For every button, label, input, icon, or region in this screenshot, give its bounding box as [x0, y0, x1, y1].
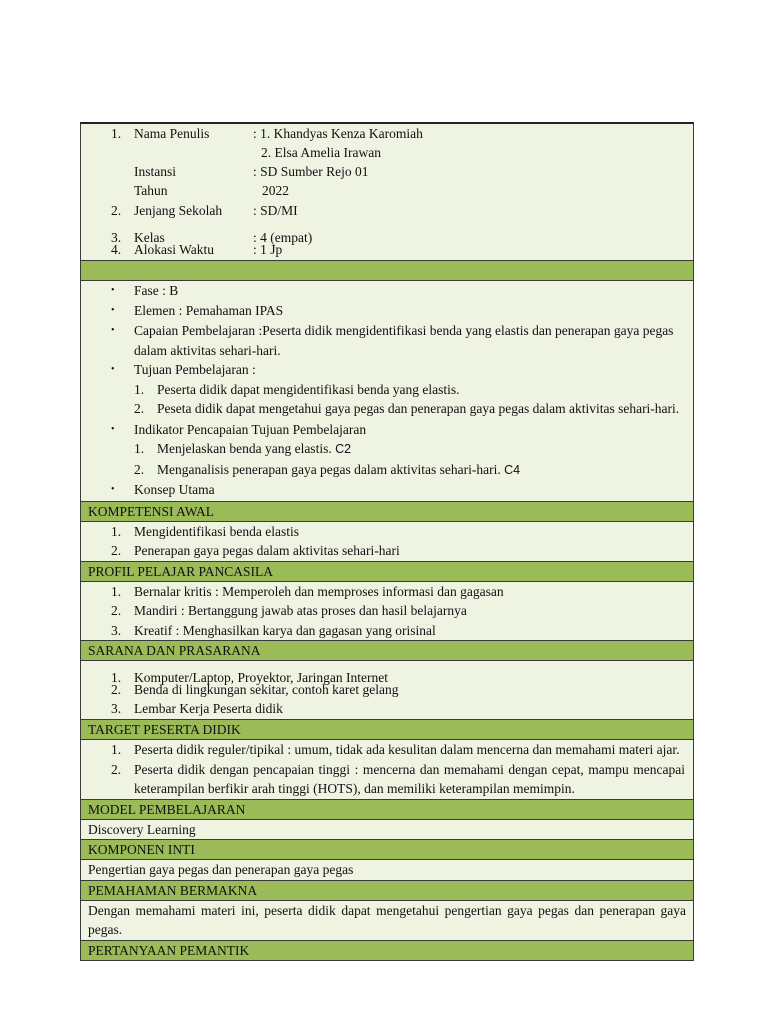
item-number: 1.: [134, 381, 145, 397]
item-number: 3.: [111, 622, 122, 638]
waktu-row: [81, 240, 693, 260]
indikator-item-text: Menganalisis penerapan gaya pegas dalam aktivitas sehari-hari.: [157, 461, 501, 477]
cognitive-level-code: C2: [335, 442, 352, 456]
item-number: 2.: [111, 761, 122, 777]
jenjang-value: : SD/MI: [253, 203, 298, 218]
jenjang-label: Jenjang Sekolah: [134, 203, 223, 218]
module-document: [80, 122, 694, 961]
indikator-row: [81, 420, 693, 440]
waktu-value: : 1 Jp: [253, 242, 283, 257]
item-text: Penerapan gaya pegas dalam aktivitas sehari-hari: [134, 543, 400, 558]
list-item: [81, 680, 693, 700]
list-item: [81, 760, 693, 799]
item-number: 1.: [134, 441, 145, 456]
bullet: •: [111, 285, 115, 296]
indikator-item: [81, 439, 693, 460]
penulis-row: [81, 124, 693, 144]
bullet: •: [111, 484, 115, 495]
indikator-item-text: Menjelaskan benda yang elastis.: [157, 441, 332, 456]
item-text: Kreatif : Menghasilkan karya dan gagasan yang orisinal: [134, 622, 436, 638]
fase-row: [81, 281, 693, 301]
profil-section: [81, 582, 693, 642]
list-item: [81, 541, 693, 561]
item-number: 4.: [111, 242, 122, 257]
sarana-section: [81, 661, 693, 720]
item-number: 1.: [111, 126, 122, 141]
tahun-label: Tahun: [134, 183, 168, 198]
jenjang-row: [81, 201, 693, 221]
penulis-value-1: : 1. Khandyas Kenza Karomiah: [253, 126, 423, 141]
indikator-text: Indikator Pencapaian Tujuan Pembelajaran: [134, 421, 367, 437]
list-item: [81, 582, 693, 602]
kompetensi-header: KOMPETENSI AWAL: [81, 502, 693, 522]
item-text: Lembar Kerja Peserta didik: [134, 701, 283, 716]
bullet: •: [111, 304, 115, 316]
bullet: •: [111, 364, 115, 375]
item-number: 1.: [111, 670, 122, 685]
item-number: 2.: [111, 682, 122, 697]
penulis-row-2: [81, 143, 693, 163]
kelas-label: Kelas: [134, 230, 165, 245]
item-number: 2.: [134, 461, 145, 477]
target-header: TARGET PESERTA DIDIK: [81, 720, 693, 740]
identity-section: [81, 124, 693, 261]
item-text: Benda di lingkungan sekitar, contoh karet gelang: [134, 682, 399, 697]
bullet: •: [111, 325, 115, 336]
sarana-header: SARANA DAN PRASARANA: [81, 641, 693, 661]
bullet: •: [111, 423, 115, 435]
capaian-text: Capaian Pembelajaran :Peserta didik mengidentifikasi benda yang elastis dan penerapan gaya pegas dalam aktivitas sehari-hari.: [134, 323, 674, 358]
item-number: 1.: [111, 523, 122, 539]
komponen-header: KOMPONEN INTI: [81, 840, 693, 860]
tahun-value: 2022: [262, 183, 289, 198]
tahun-row: [81, 181, 693, 201]
indikator-item: [81, 460, 693, 481]
item-number: 1.: [111, 742, 122, 757]
instansi-value: : SD Sumber Rejo 01: [253, 164, 369, 179]
model-text: Discovery Learning: [88, 821, 196, 837]
blank-header-bar: [81, 261, 693, 281]
instansi-label: Instansi: [134, 164, 176, 179]
profil-header: PROFIL PELAJAR PANCASILA: [81, 562, 693, 582]
model-section: [81, 820, 693, 841]
item-number: 2.: [111, 543, 122, 558]
pemahaman-text: Dengan memahami materi ini, peserta didik dapat mengetahui pengertian gaya pegas dan penerapan gaya pegas.: [88, 902, 686, 937]
komponen-text: Pengertian gaya pegas dan penerapan gaya pegas: [88, 862, 354, 877]
item-number: 3.: [111, 701, 122, 716]
tujuan-item-text: Peserta didik dapat mengidentifikasi benda yang elastis.: [157, 381, 460, 397]
item-text: Komputer/Laptop, Proyektor, Jaringan Internet: [134, 670, 389, 685]
penulis-label: Nama Penulis: [134, 126, 210, 141]
tujuan-text: Tujuan Pembelajaran :: [134, 362, 256, 377]
konsep-text: Konsep Utama: [134, 482, 215, 497]
item-number: 3.: [111, 230, 122, 245]
tujuan-item-text: Peseta didik dapat mengetahui gaya pegas dan penerapan gaya pegas dalam aktivitas sehari-hari.: [157, 401, 680, 416]
komponen-section: [81, 860, 693, 881]
fase-text: Fase : B: [134, 283, 179, 298]
konsep-row: [81, 480, 693, 500]
kompetensi-section: [81, 522, 693, 562]
list-item: [81, 740, 693, 760]
waktu-label: Alokasi Waktu: [134, 242, 215, 257]
tujuan-item: [81, 399, 693, 419]
tujuan-row: [81, 360, 693, 380]
item-number: 2.: [111, 603, 122, 618]
list-item: [81, 522, 693, 542]
item-number: 2.: [111, 203, 122, 218]
list-item: [81, 699, 693, 719]
pemahaman-header: PEMAHAMAN BERMAKNA: [81, 881, 693, 901]
list-item: [81, 621, 693, 641]
pertanyaan-header: PERTANYAAN PEMANTIK: [81, 941, 693, 960]
info-section: [81, 281, 693, 502]
cognitive-level-code: C4: [504, 462, 521, 477]
list-item: [81, 601, 693, 621]
model-header: MODEL PEMBELAJARAN: [81, 800, 693, 820]
item-number: 2.: [134, 401, 145, 416]
capaian-row: [81, 321, 693, 360]
kelas-value: : 4 (empat): [253, 230, 313, 245]
item-text: Peserta didik dengan pencapaian tinggi : mencerna dan memahami dengan cepat, mampu mencapai keterampilan berfikir arah tinggi (HOTS), dan memiliki keterampilan memimpin.: [134, 761, 685, 796]
tujuan-item: [81, 380, 693, 400]
elemen-row: [81, 301, 693, 322]
instansi-row: [81, 162, 693, 182]
item-text: Bernalar kritis : Memperoleh dan memproses informasi dan gagasan: [134, 583, 504, 599]
penulis-value-2: 2. Elsa Amelia Irawan: [261, 145, 381, 160]
pemahaman-section: [81, 901, 693, 941]
item-text: Peserta didik reguler/tipikal : umum, tidak ada kesulitan dalam mencerna dan memahami materi ajar.: [134, 742, 680, 757]
item-text: Mandiri : Bertanggung jawab atas proses dan hasil belajarnya: [134, 603, 467, 618]
item-text: Mengidentifikasi benda elastis: [134, 523, 299, 539]
elemen-text: Elemen : Pemahaman IPAS: [134, 302, 284, 318]
target-section: [81, 740, 693, 800]
item-number: 1.: [111, 583, 122, 599]
